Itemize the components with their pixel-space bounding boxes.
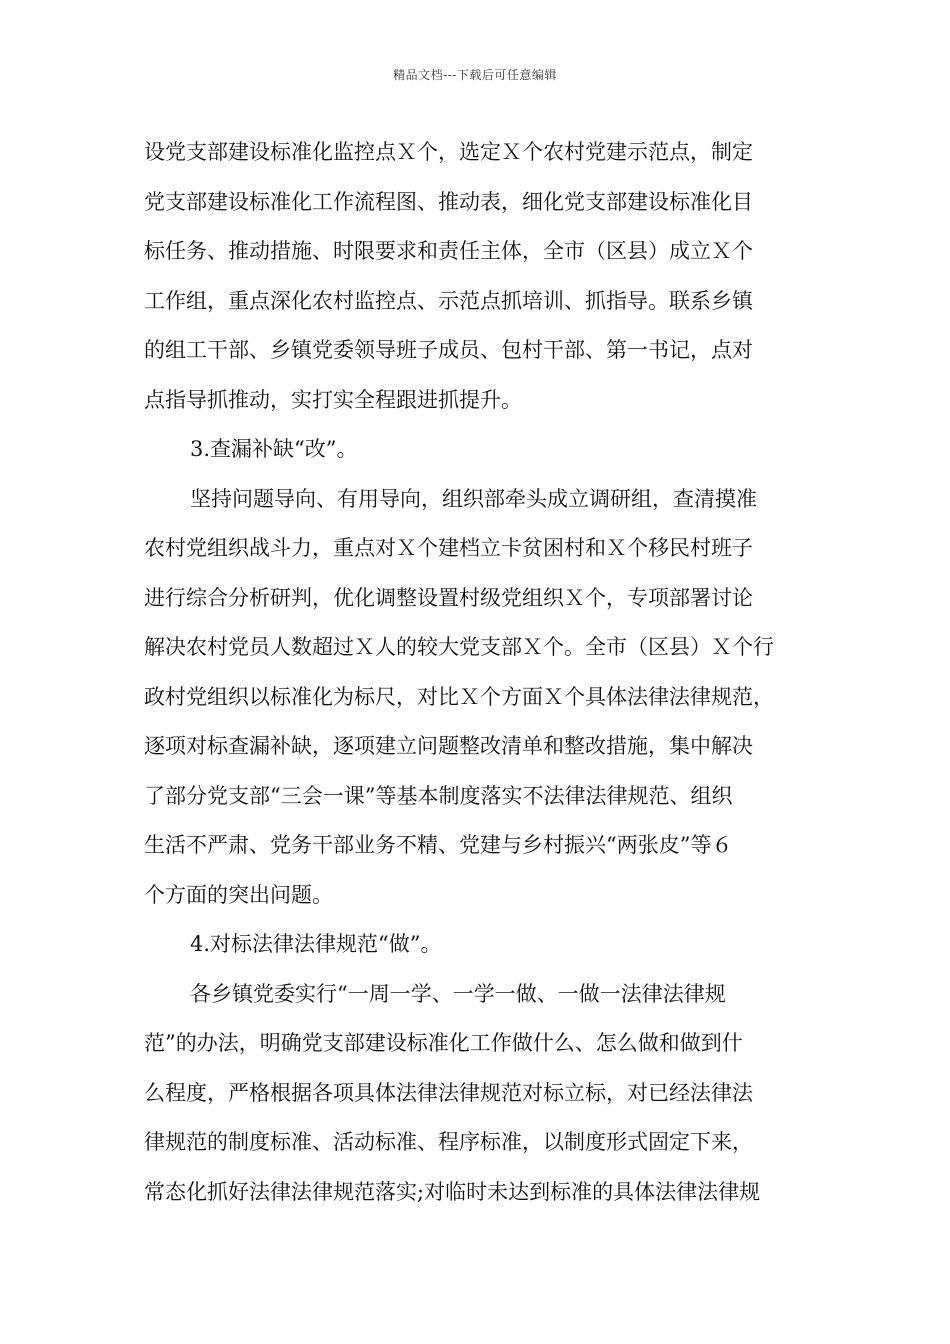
text-line: 的组工干部、乡镇党委领导班子成员、包村干部、第一书记，点对 (144, 338, 753, 362)
text-line: 个方面的突出问题。 (144, 882, 333, 907)
text-line: 农村党组织战斗力，重点对Ｘ个建档立卡贫困村和Ｘ个移民村班子 (144, 536, 753, 560)
text-line: 设党支部建设标准化监控点Ｘ个，选定Ｘ个农村党建示范点，制定 (144, 140, 753, 164)
document-body (144, 128, 824, 1217)
text-line: 点指导抓推动，实打实全程跟进抓提升。 (144, 387, 522, 412)
section-heading: 4.对标法律法律规范“做”。 (190, 932, 442, 956)
text-line: 进行综合分析研判，优化调整设置村级党组织Ｘ个，专项部署讨论 (144, 585, 753, 610)
section-heading: 3.查漏补缺“改”。 (190, 437, 358, 461)
text-line: 政村党组织以标准化为标尺，对比Ｘ个方面Ｘ个具体法律法律规范， (144, 684, 774, 709)
page-header: 精品文档---下载后可任意编辑 (393, 68, 557, 82)
text-line: 工作组，重点深化农村监控点、示范点抓培训、抓指导。联系乡镇 (144, 288, 753, 313)
text-line: 党支部建设标准化工作流程图、推动表，细化党支部建设标准化目 (144, 189, 753, 214)
text-line: 律规范的制度标准、活动标准、程序标准，以制度形式固定下来， (144, 1130, 753, 1154)
text-line: 各乡镇党委实行“一周一学、一学一做、一做一法律法律规 (190, 981, 726, 1006)
text-line: 解决农村党员人数超过Ｘ人的较大党支部Ｘ个。全市（区县）Ｘ个行 (144, 635, 774, 659)
text-line: 范”的办法，明确党支部建设标准化工作做什么、怎么做和做到什 (144, 1031, 743, 1055)
text-line: 常态化抓好法律法律规范落实;对临时未达到标准的具体法律法律规 (144, 1179, 761, 1204)
text-line: 标任务、推动措施、时限要求和责任主体，全市（区县）成立Ｘ个 (144, 239, 753, 263)
text-line: 生活不严肃、党务干部业务不精、党建与乡村振兴“两张皮”等６ (144, 833, 733, 857)
text-line: 了部分党支部“三会一课”等基本制度落实不法律法律规范、组织 (144, 783, 733, 808)
text-line: 么程度，严格根据各项具体法律法律规范对标立标，对已经法律法 (144, 1080, 753, 1105)
text-line: 逐项对标查漏补缺，逐项建立问题整改清单和整改措施，集中解决 (144, 734, 753, 758)
text-line: 坚持问题导向、有用导向，组织部牵头成立调研组，查清摸准 (190, 486, 757, 511)
